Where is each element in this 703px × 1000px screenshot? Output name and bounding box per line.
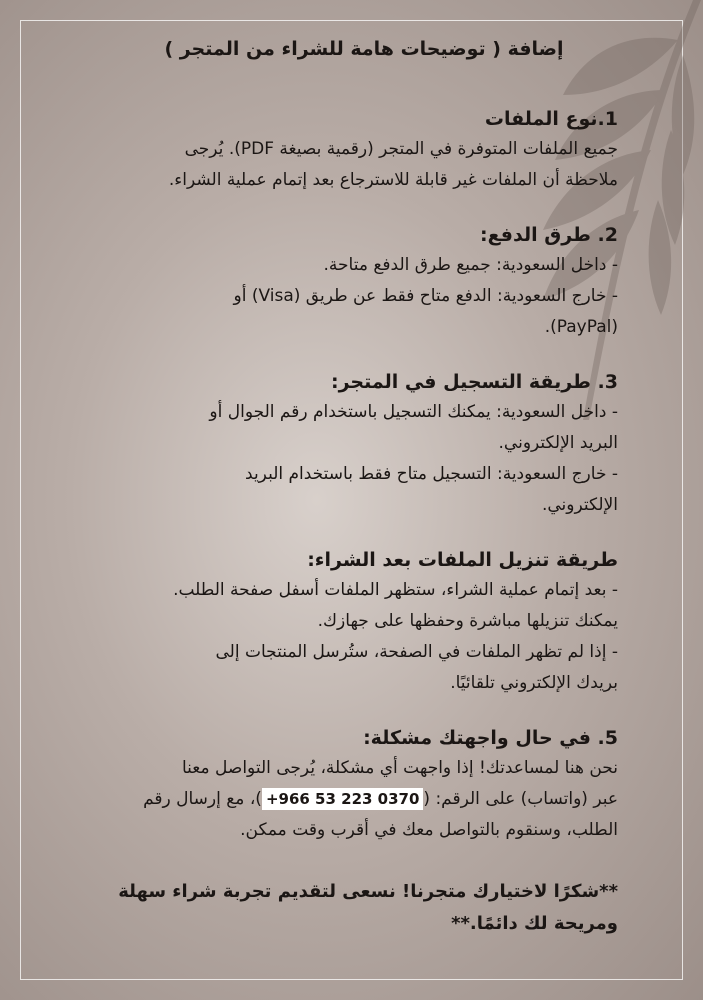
section-line: الإلكتروني.	[541, 495, 618, 515]
section-heading: 5. في حال واجهتك مشكلة:	[363, 727, 618, 749]
section-line: البريد الإلكتروني.	[498, 433, 618, 453]
section-file-type	[70, 104, 618, 196]
section-line: - داخل السعودية: جميع طرق الدفع متاحة.	[323, 255, 618, 275]
section-line: - بعد إتمام عملية الشراء، ستظهر الملفات أسفل صفحة الطلب.	[173, 580, 618, 600]
section-line: - داخل السعودية: يمكنك التسجيل باستخدام رقم الجوال أو	[209, 402, 618, 422]
section-heading: طريقة تنزيل الملفات بعد الشراء:	[307, 549, 618, 571]
line-text: )، مع إرسال رقم	[143, 789, 262, 809]
section-line: نحن هنا لمساعدتك! إذا واجهت أي مشكلة، يُرجى التواصل معنا	[181, 758, 618, 778]
section-line: ملاحظة أن الملفات غير قابلة للاسترجاع بعد إتمام عملية الشراء.	[168, 170, 618, 190]
section-line-phone	[70, 784, 618, 815]
section-line: - خارج السعودية: الدفع متاح فقط عن طريق (Visa) أو	[233, 286, 618, 306]
section-payment-methods	[70, 220, 618, 343]
closing-message	[70, 876, 618, 940]
closing-line: **شكرًا لاختيارك متجرنا! نسعى لتقديم تجربة شراء سهلة	[118, 881, 618, 902]
line-text: عبر (واتساب) على الرقم: (	[423, 789, 618, 809]
section-download	[70, 545, 618, 699]
section-line: - خارج السعودية: التسجيل متاح فقط باستخدام البريد	[245, 464, 618, 484]
section-line: يمكنك تنزيلها مباشرة وحفظها على جهازك.	[317, 611, 618, 631]
section-line: - إذا لم تظهر الملفات في الصفحة، ستُرسل المنتجات إلى	[215, 642, 618, 662]
closing-line: ومريحة لك دائمًا.**	[451, 913, 618, 934]
section-heading: 1.نوع الملفات	[484, 108, 618, 130]
section-heading: 3. طريقة التسجيل في المتجر:	[330, 371, 618, 393]
section-problem	[70, 723, 618, 846]
section-heading: 2. طرق الدفع:	[479, 224, 618, 246]
phone-number: +966 53 223 0370	[262, 788, 423, 810]
section-line: بريدك الإلكتروني تلقائيًا.	[450, 673, 618, 693]
document-body	[70, 34, 618, 940]
section-line: (PayPal).	[544, 317, 618, 337]
section-line: جميع الملفات المتوفرة في المتجر (رقمية بصيغة PDF). يُرجى	[184, 139, 618, 159]
page-title: إضافة ( توضيحات هامة للشراء من المتجر )	[164, 38, 564, 60]
section-registration	[70, 367, 618, 521]
section-line: الطلب، وسنقوم بالتواصل معك في أقرب وقت ممكن.	[240, 820, 618, 840]
